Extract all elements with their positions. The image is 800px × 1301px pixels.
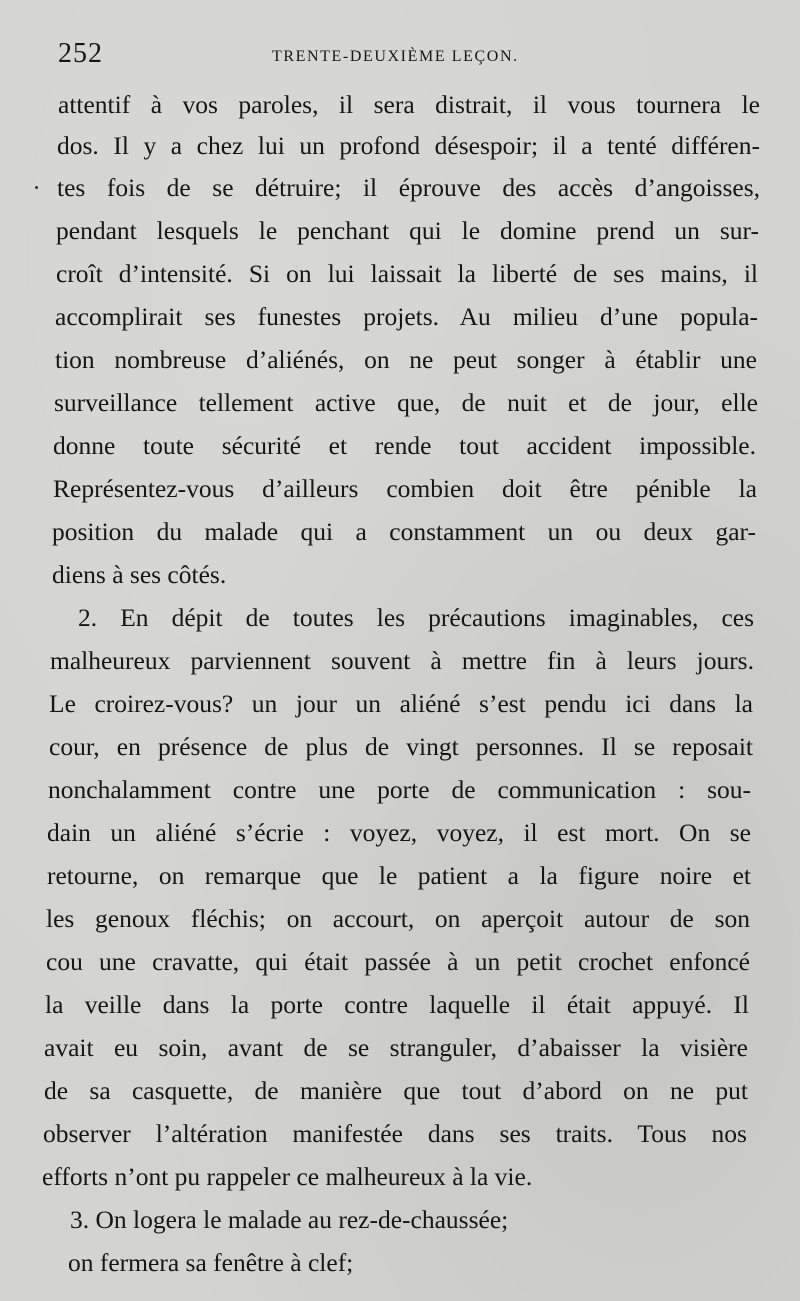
text-line: avait eu soin, avant de se stranguler, d’abaisser la visière bbox=[44, 1033, 748, 1062]
text-line: les genoux fléchis; on accourt, on aperçoit autour de son bbox=[46, 904, 750, 933]
text-line: malheureux parviennent souvent à mettre fin à leurs jours. bbox=[50, 646, 754, 675]
text-line: position du malade qui a constamment un ou deux gar- bbox=[52, 517, 756, 546]
text-line: diens à ses côtés. bbox=[52, 560, 227, 589]
text-line: surveillance tellement active que, de nuit et de jour, elle bbox=[54, 388, 758, 417]
text-line: retourne, on remarque que le patient a la figure noire et bbox=[47, 861, 751, 890]
text-line: on fermera sa fenêtre à clef; bbox=[68, 1248, 354, 1277]
text-line: de sa casquette, de manière que tout d’abord on ne put bbox=[44, 1076, 748, 1105]
text-line: 3. On logera le malade au rez-de-chaussée; bbox=[70, 1205, 509, 1234]
text-line: cou une cravatte, qui était passée à un petit crochet enfoncé bbox=[46, 947, 750, 976]
running-head: TRENTE-DEUXIÈME LEÇON. bbox=[272, 48, 519, 65]
text-line: dos. Il y a chez lui un profond désespoir; il a tenté différen- bbox=[57, 131, 760, 160]
text-line: pendant lesquels le penchant qui le domine prend un sur- bbox=[56, 216, 759, 245]
text-line: Représentez-vous d’ailleurs combien doit être pénible la bbox=[53, 474, 757, 503]
page-number: 252 bbox=[58, 38, 103, 69]
text-line: tion nombreuse d’aliénés, on ne peut songer à établir une bbox=[55, 345, 757, 374]
page-header bbox=[0, 38, 800, 78]
text-line: attentif à vos paroles, il sera distrait, il vous tournera le bbox=[58, 90, 760, 119]
text-line: Le croirez-vous? un jour un aliéné s’est pendu ici dans la bbox=[49, 689, 753, 718]
text-line: donne toute sécurité et rende tout accident impossible. bbox=[53, 431, 756, 460]
text-line: efforts n’ont pu rappeler ce malheureux à la vie. bbox=[42, 1162, 533, 1191]
text-line: la veille dans la porte contre laquelle il était appuyé. Il bbox=[45, 990, 749, 1019]
text-line: dain un aliéné s’écrie : voyez, voyez, il est mort. On se bbox=[47, 818, 751, 847]
text-line: 2. En dépit de toutes les précautions imaginables, ces bbox=[78, 603, 754, 632]
text-line: tes fois de se détruire; il éprouve des accès d’angoisses, bbox=[57, 173, 760, 202]
text-line: observer l’altération manifestée dans ses traits. Tous nos bbox=[43, 1119, 747, 1148]
stray-ink-dot bbox=[35, 186, 38, 189]
text-line: croît d’intensité. Si on lui laissait la liberté de ses mains, il bbox=[56, 259, 758, 288]
text-line: accomplirait ses funestes projets. Au milieu d’une popula- bbox=[55, 302, 758, 331]
text-line: cour, en présence de plus de vingt personnes. Il se reposait bbox=[49, 732, 753, 761]
text-line: nonchalamment contre une porte de communication : sou- bbox=[48, 775, 751, 804]
